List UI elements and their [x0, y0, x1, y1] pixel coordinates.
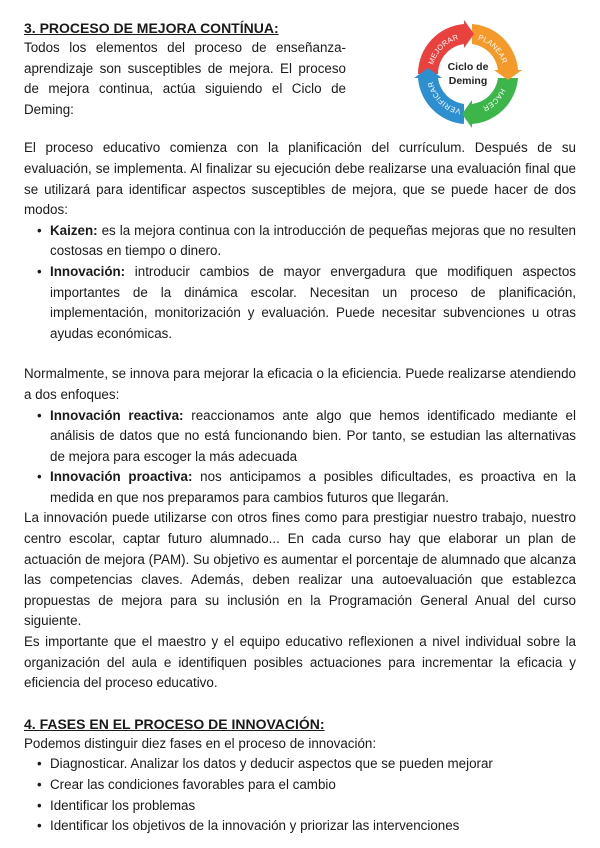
section4-intro: Podemos distinguir diez fases en el proceso de innovación: [24, 735, 377, 751]
list-item: • Innovación: introducir cambios de mayor envergadura que modifiquen aspectos importantes de la dinámica escolar. Necesitan un proceso de planificación, implementación, monitorización y evaluación. Puede necesitar subvenciones u otras ayudas económicas. [50, 262, 576, 344]
deming-cycle-diagram [412, 18, 524, 130]
modes-list [24, 221, 576, 345]
section3-para3: La innovación puede utilizarse con otros fines como para prestigiar nuestro trabajo, nuestro centro escolar, captar futuro alumnado... En cada curso hay que elaborar un plan de actuación de mejora (PAM). Su objetivo es aumentar el porcentaje de alumnado que alcanza las competencias claves. Además, deben realizar una autoevaluación que establezca propuestas de mejora para su inclusión en la Programación General Anual del curso siguiente. [24, 510, 576, 629]
section3-intro: Todos los elementos del proceso de enseñanza-aprendizaje son susceptibles de mejora. El proceso de mejora continua, actúa siguiendo el Ciclo de Deming: [24, 40, 346, 117]
list-item: • Identificar los problemas [50, 796, 576, 817]
section3-para1: El proceso educativo comienza con la planificación del currículum. Después de su evaluación, se implementa. Al finalizar su ejecución debe realizarse una evaluación final que se utilizará para identificar aspectos susceptibles de mejora, que se puede hacer de dos modos: [24, 140, 576, 218]
section3-para2: Normalmente, se innova para mejorar la eficacia o la eficiencia. Puede realizarse atendiendo a dos enfoques: [24, 366, 576, 402]
list-item: • Crear las condiciones favorables para el cambio [50, 775, 576, 796]
label-mejorar: MEJORAR [426, 32, 460, 66]
section4-heading: 4. FASES EN EL PROCESO DE INNOVACIÓN: [24, 715, 325, 732]
list-item: • Innovación proactiva: nos anticipamos a posibles dificultades, es proactiva en la medida en que nos preparamos para cambios futuros que llegarán. [50, 467, 576, 508]
phases-list [24, 754, 576, 836]
label-verificar: VERIFICAR [425, 80, 462, 117]
label-planear: PLANEAR [477, 32, 510, 65]
list-item: • Identificar los objetivos de la innovación y priorizar las intervenciones [50, 816, 576, 837]
list-item: • Kaizen: es la mejora continua con la introducción de pequeñas mejoras que no resulten costosas en tiempo o dinero. [50, 221, 576, 262]
approaches-list [24, 406, 576, 509]
list-item: • Diagnosticar. Analizar los datos y deducir aspectos que se pueden mejorar [50, 754, 576, 775]
deming-center-line2: Deming [448, 75, 488, 87]
deming-center-line1: Ciclo de [447, 61, 489, 73]
section3-para4: Es importante que el maestro y el equipo educativo reflexionen a nivel individual sobre la organización del aula e identifiquen posibles actuaciones para incrementar la eficacia y eficiencia del proceso educativo. [24, 634, 576, 691]
list-item: • Innovación reactiva: reaccionamos ante algo que hemos identificado mediante el análisis de datos que no está funcionando bien. Por tanto, se estudian las alternativas de mejora para escoger la más adecuada [50, 406, 576, 468]
document-page [24, 18, 576, 837]
section3-heading: 3. PROCESO DE MEJORA CONTÍNUA: [24, 20, 279, 36]
label-hacer: HACER [481, 87, 508, 114]
